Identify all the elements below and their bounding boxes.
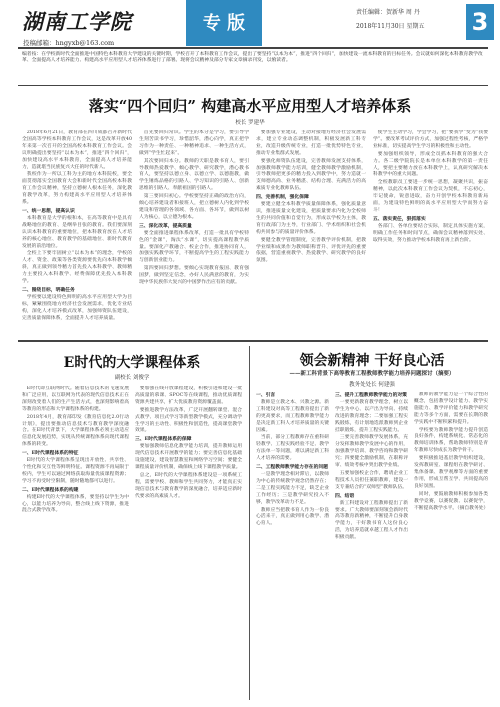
paragraph: E时代即互联网时代。随着信息技术的飞速发展和广泛应用，以互联网为代表的现代信息技术正在深刻改变着人们的生产生活方式，也深刻影响着高等教育的形态和大学课程体系的构建。	[22, 386, 129, 412]
article-1-col-3	[256, 130, 366, 335]
section-heading: 二、工程教师教学能力存在的问题	[256, 464, 328, 471]
paragraph: 要全面推进课程体系改革，打造一批具有学校特色的“金课”，淘汰“水课”，切实提高课程教学质量。要深化产教融合、校企合作，推进协同育人，加强实践教学环节，不断提高学生的工程实践能力与创新创业能力。	[139, 230, 249, 264]
article-2-col-2	[135, 386, 242, 698]
paragraph: 第四要回归梦想。要倾心实现教育报国、教育强国梦，做到坚定信念，办好人民满意的教育，为实现中华民族伟大复兴的中国梦作出应有的贡献。	[139, 266, 249, 286]
paragraph: 全校上下要牢固树立“以本为本”的理念，学校的人才、资金、政策等各类资源要优先向本科教学倾斜，真正做到领导精力首先投入本科教学、教师精力主要投入本科教学、经费保障优先投入本科教学。	[22, 251, 132, 285]
paragraph: 全校教职员工要进一步统一思想，凝聚共识，振奋精神，以此次本科教育工作会议为契机，不忘初心，牢记使命，锐意进取，奋力开创学校本科教育新局面，为建设特色鲜明的高水平应用型大学而努力奋斗！	[373, 180, 488, 213]
issue-date: 2018年11月30日 星期五	[356, 23, 425, 30]
article-2-col-1	[22, 386, 129, 698]
paragraph: 当前，部分工程教师存在重科研轻教学、工程实践经验不足、教学方法单一等问题，难以满足新工科人才培养的需要。	[256, 435, 329, 462]
article-3-subtitle: ——新工科背景下高等教育工程教师教学能力培养问题探讨（摘要）	[289, 371, 455, 377]
paragraph: 要推进教学方法改革，广泛开展翻转课堂、混合式教学、项目式学习等新型教学模式，充分调动学生学习的主动性、积极性和创造性，提高课堂教学效果。	[135, 407, 242, 434]
section-label: 专 版	[202, 13, 246, 34]
paragraph: 总之，E时代的大学课程体系建设是一项系统工程，需要学校、教师和学生共同努力，才能真正实现信息技术与教育教学的深度融合，培养适应新时代要求的高素质人才。	[135, 472, 242, 499]
paragraph: 各部门、各单位要结合实际，制定具体实施方案，明确工作任务和时间节点，确保会议精神落到实处、取得实效，努力推动学校本科教育再上新台阶。	[373, 223, 488, 243]
article-1-col-2	[139, 130, 249, 335]
paragraph: 2018年6月21日，教育部在四川成都召开新时代全国高等学校本科教育工作会议，这是改革开放40年来第一次召开的全国高校本科教育工作会议。会议明确提出要坚持“以本为本”，推进“四个回归”，加快建设高水平本科教育，全面提高人才培养能力，造就堪当民族复兴大任的时代新人。	[22, 130, 132, 170]
paragraph: 其次要回归本分。教师的天职是教书育人，要引导教师热爱教学、倾心教学、研究教学，潜心教书育人，要坚持以德立身、以德立学、以德施教，做学生锤炼品格的引路人、学习知识的引路人、创新思维的引路人、奉献祖国的引路人。	[139, 158, 249, 192]
article-3-col-3	[414, 392, 488, 698]
paragraph: 使学生主动学习，学会学习，把“要我学”变为“我要学”。要改革考试评价方式，加强过程性考核，严格学业标准，切实提高学生学习的积极性和主动性。	[373, 130, 488, 149]
section-heading: 一、引言	[256, 392, 276, 398]
paragraph: 首先要回归常识。学生的本分是学习，要引导学生刻苦读书学习，珍惜韶华，潜心向学，真正把学习作为一种责任、一种精神追求、一种生活方式，做到“学生忙起来”。	[139, 130, 249, 156]
page-number: 3	[466, 4, 494, 40]
paragraph: 构建E时代的大学课程体系，要坚持以学生为中心，以能力培养为导向，整合线上线下资源，推进混合式教学改革。	[22, 494, 129, 514]
paragraph: E时代的大学课程体系呈现出开放性、共享性、个性化和交互性等鲜明特征。课程资源不再局限于校内，学生可以通过网络获取海量优质课程资源；学习不再受时空限制，随时随地都可以进行。	[22, 458, 129, 484]
editors-line: 责任编辑：贺新华 周 丹	[356, 9, 420, 16]
paragraph: 同时，要鼓励教师积极参加各类教学竞赛，以赛促教、以赛促学，不断提高教学水平。（摘自教务处）	[414, 491, 488, 511]
paragraph: 要建立健全本科教学质量保障体系，强化质量意识，推进质量文化建设，把质量要求内化为全校师生的共同价值和自觉行为，形成以学校为主体，教育行政部门为主导，行业部门、学术组织和社会机构共同参与的质量评价体系。	[256, 202, 366, 235]
header-rule	[18, 47, 488, 49]
paragraph: 一要更新教育教学理念，树立以学生为中心、以产出为导向、持续改进的教育理念；二要加强工程实践锻炼，有计划地选派教师到企业挂职锻炼，提升工程实践能力。	[335, 399, 408, 433]
section-heading: 三、E时代课程体系的保障	[135, 436, 192, 443]
paragraph: 教师是立教之本、兴教之源。新工科建设对高等工程教育提出了新的更高要求，而工程教师教学能力是决定新工科人才培养质量的关键因素。	[256, 399, 329, 433]
editors-note: 编者按：在学校新时代全面推进中国特色本科教育大学建设的关键时期，学校召开了本科教育工作会议，提出了要坚持“以本为本”，推进“四个回归”，加快建设一流本科教育的目标任务。会议就如何深化本科教育教学改革、全面提高人才培养能力、构建高水平应用型人才培养体系进行了部署。现将会议精神及部分专家文章摘录刊发，以飨读者。	[22, 52, 483, 64]
article-3-col-2	[335, 392, 408, 698]
paragraph: 2018年4月，教育部印发《教育信息化2.0行动计划》，提出要推动信息技术与教育教学深度融合。在E时代背景下，大学课程体系必须主动适应信息化发展趋势，实现从传统课程体系向现代课程体系的转变。	[22, 414, 129, 448]
paragraph: 学校要为教师教学能力提升创造良好条件，构建系统化、常态化的教师培训体系，帮助教师特别是青年教师尽快成长为教学骨干。	[414, 427, 488, 454]
article-1-col-1	[22, 130, 132, 335]
paragraph: 三要完善教师教学发展体系，充分发挥教师教学发展中心的作用，加强教学培训、教学咨询和教学研究；四要健全激励机制，在职称评审、绩效考核中突出教学业绩。	[335, 435, 408, 469]
page-header	[0, 0, 500, 82]
paragraph: 要健全教学管理制度，完善教学评价机制，把教学业绩和成果作为教师职称晋升、评优评先的重要依据，营造重视教学、热爱教学、研究教学的良好氛围。	[256, 237, 366, 264]
section-heading: 三、提升工程教师教学能力的对策	[335, 392, 407, 398]
section-heading: 二、E时代课程体系的构建	[22, 486, 79, 493]
section-heading: 三、深化改革，提高质量	[139, 222, 192, 229]
paragraph: 要积极推进基层教学组织建设，发挥教研室、课程组在教学研讨、集体备课、教学观摩等方面的重要作用，形成互帮互学、共同提高的良好氛围。	[414, 456, 488, 489]
section-banner	[186, 0, 262, 46]
paragraph: 五要加强校企合作，聘请企业工程技术人员担任兼职教师，建设一支专兼结合的“双师型”教师队伍。	[335, 470, 408, 490]
section-heading: 四、完善机制，强化保障	[256, 194, 309, 201]
paragraph: 新工科建设对工程教师提出了新要求。广大教师要深刻领会新时代高等教育新精神，不断提升自身教学能力，干好教书育人这份良心活，为培养造就卓越工程人才作出积极贡献。	[335, 500, 408, 541]
paragraph: 要加强在线开放课程建设，积极引进和建设一批高质量的慕课、SPOC等在线课程，推动优质课程资源共建共享，扩大优质教育资源覆盖面。	[135, 386, 242, 405]
article-1-col-4	[373, 130, 488, 335]
article-3-byline: 教务处处长 何建强	[349, 382, 395, 388]
section-heading: 五、落实责任，狠抓落实	[373, 215, 426, 222]
article-3-title: 领会新精神 干好良心活	[299, 353, 445, 369]
section-heading: 二、围绕目标，明确任务	[22, 286, 75, 293]
paragraph: 要加强组织领导，形成全员抓本科教育的强大合力。各二级学院院长是本单位本科教学的第一责任人，要把主要精力放在本科教学上，认真研究解决本科教学中的重大问题。	[373, 151, 488, 178]
article-1-bottom-rule	[18, 340, 488, 342]
submission-email: 投稿邮箱：hngyxb@163.com	[23, 39, 115, 47]
paragraph: 我校作为一所以工科为主的地方本科院校，要全面贯彻落实全国教育大会和新时代全国高校本科教育工作会议精神，坚持立德树人根本任务，深化教育教学改革，努力构建高水平应用型人才培养体系。	[22, 172, 132, 206]
article-2-byline: 副校长 刘俊学	[114, 375, 150, 381]
article-3-col-1	[256, 392, 329, 698]
section-heading: 四、结语	[335, 492, 355, 499]
section-heading: 一、E时代课程体系的特征	[22, 450, 79, 457]
section-heading: 一、统一思想，提高认识	[22, 207, 75, 214]
article-2-title: E时代的大学课程体系	[63, 355, 201, 371]
article-1-byline: 校长 罗建华	[235, 120, 265, 126]
paragraph: 教师的教学能力是一个综合性的概念，包括教学设计能力、教学实施能力、教学评价能力和教学研究能力等多个方面，需要在长期的教学实践中不断积累和提升。	[414, 392, 488, 425]
paragraph: 教师应当把教书育人作为一份良心活来干，真正做到用心教学、潜心育人。	[256, 507, 329, 527]
column-divider	[249, 346, 250, 700]
newspaper-masthead: 湖南工学院	[22, 9, 132, 34]
paragraph: 一是教学理念相对滞后，以教师为中心的传统教学观念仍然存在；二是工程实践能力不足，缺乏企业工作经历；三是教学研究投入不够，教学改革动力不足。	[256, 471, 329, 505]
paragraph: 要加强教师信息化教学能力培训，提升教师运用现代信息技术开展教学的能力；要完善信息化基础设施建设，建设智慧教室和网络学习空间；要健全课程质量评价机制，确保线上线下课程教学质量。	[135, 444, 242, 470]
paragraph: 要强化师资队伍建设，完善教师发展支持体系，加强教师教学能力培训，健全教师教学激励机制，引导教师把更多的精力投入到教学中，努力造就一支师德高尚、业务精湛、结构合理、充满活力的高素质专业化教师队伍。	[256, 158, 366, 192]
paragraph: 学校要以建设特色鲜明的高水平应用型大学为目标，紧紧围绕地方经济社会发展需求，优化专业结构，深化人才培养模式改革，加强师资队伍建设，完善质量保障体系，全面提升人才培养质量。	[22, 294, 132, 321]
article-1-title: 落实“四个回归” 构建高水平应用型人才培养体系	[88, 97, 412, 115]
paragraph: 要加强专业建设，主动对接地方经济社会发展需求，建立专业动态调整机制，积极发展新工科专业，改造升级传统专业，打造一批优势特色专业，推动专业集群式发展。	[256, 130, 366, 156]
paragraph: 本科教育是大学的根和本，在高等教育中是具有战略地位的教育、是纲举目张的教育。我们要深刻认识本科教育的重要地位，把本科教育放在人才培养的核心地位、教育教学的基础地位、新时代教育发展的前沿地位。	[22, 215, 132, 249]
paragraph: 第三要回归初心。学校要坚持正确的政治方向，倾心培养建设者和接班人，把立德树人内化到学校建设和管理的各领域、各方面、各环节，做到以树人为核心，以立德为根本。	[139, 194, 249, 220]
note-rule	[18, 85, 488, 86]
